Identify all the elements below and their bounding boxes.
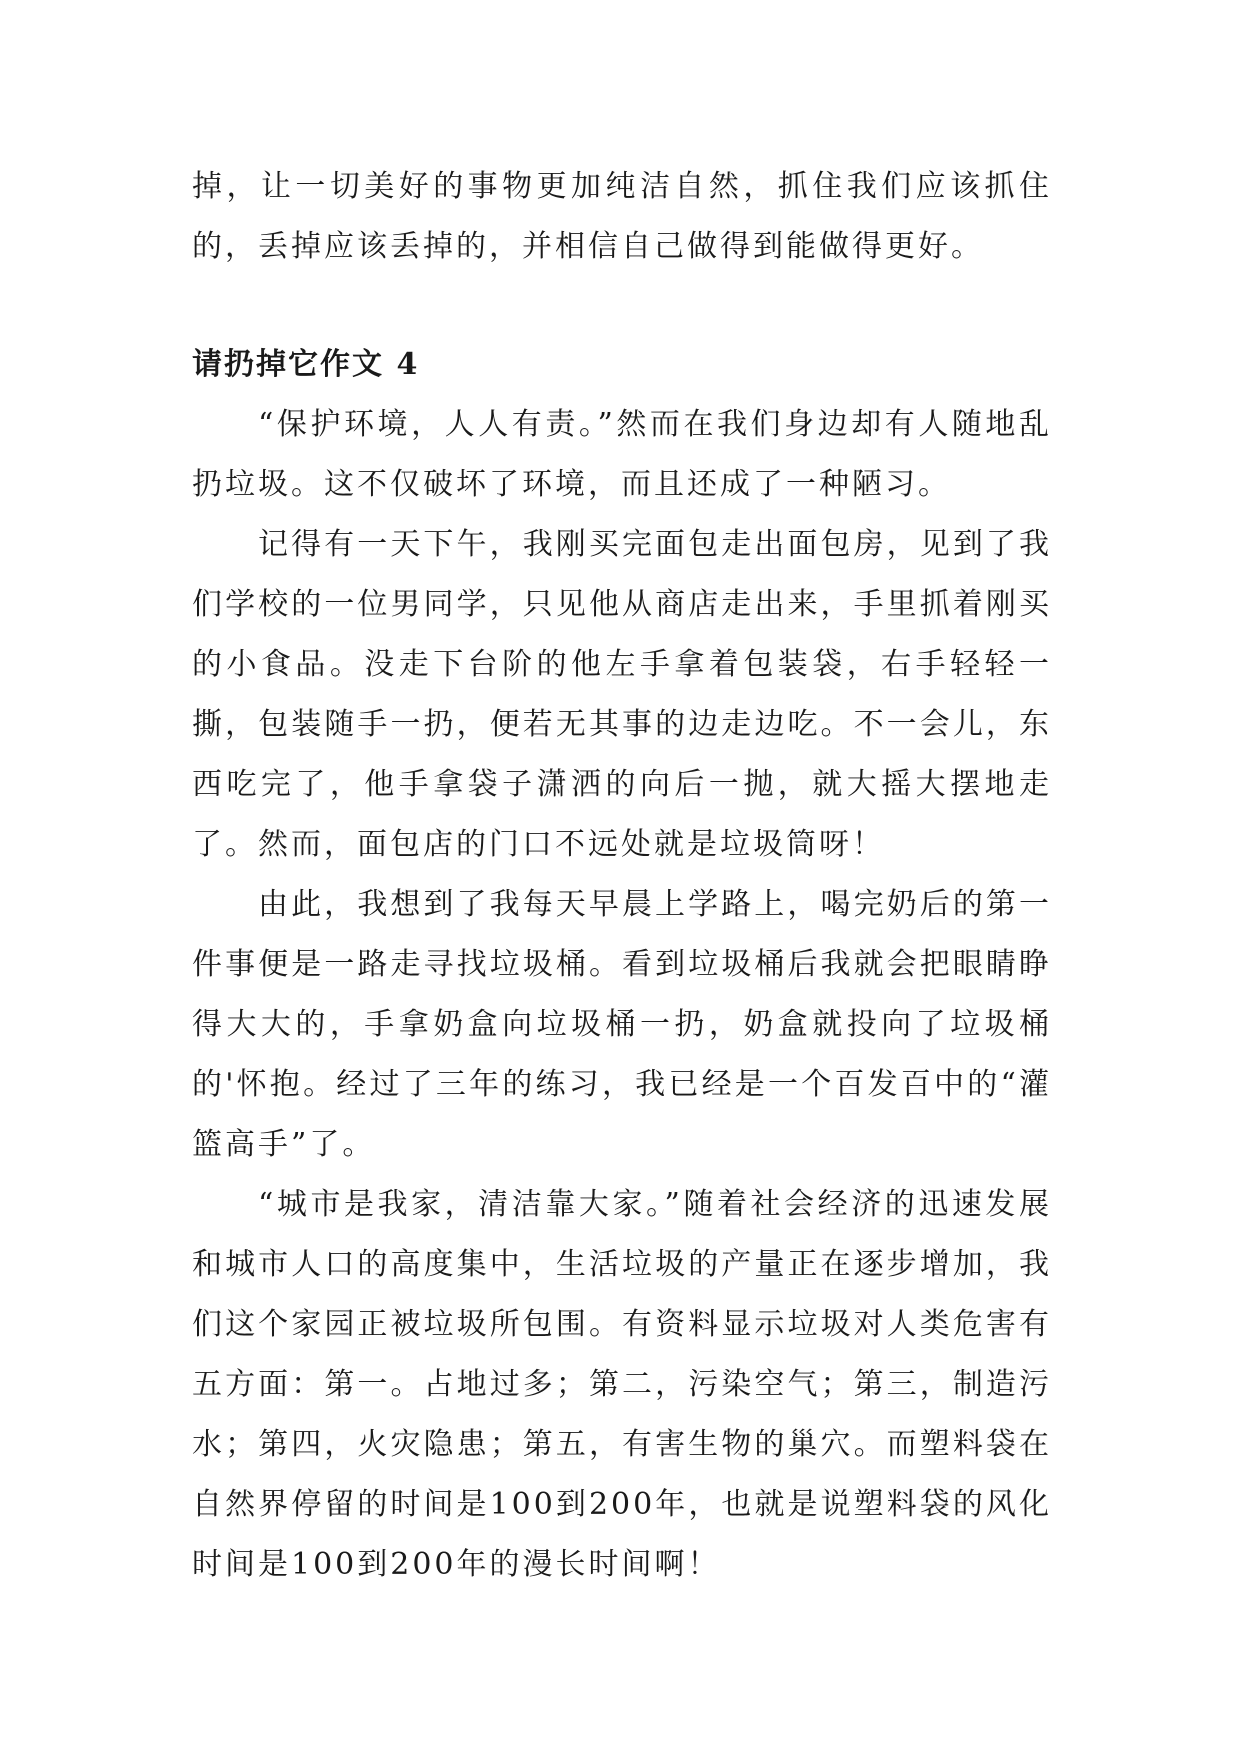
paragraph-1: “保护环境，人人有责。”然而在我们身边却有人随地乱扔垃圾。这不仅破坏了环境，而且还成了一种陋习。 — [192, 407, 1052, 502]
paragraph-2: 记得有一天下午，我刚买完面包走出面包房，见到了我们学校的一位男同学，只见他从商店走出来，手里抓着刚买的小食品。没走下台阶的他左手拿着包装袋，右手轻轻一撕，包装随手一扔，便若无其事的边走边吃。不一会儿，东西吃完了，他手拿袋子潇洒的向后一抛，就大摇大摆地走了。然而，面包店的门口不远处就是垃圾筒呀！ — [192, 527, 1052, 862]
paragraph-3: 由此，我想到了我每天早晨上学路上，喝完奶后的第一件事便是一路走寻找垃圾桶。看到垃圾桶后我就会把眼睛睁得大大的，手拿奶盒向垃圾桶一扔，奶盒就投向了垃圾桶的'怀抱。经过了三年的练习，我已经是一个百发百中的“灌篮高手”了。 — [192, 887, 1052, 1162]
section-heading: 请扔掉它作文 4 — [192, 347, 420, 382]
document-body — [192, 157, 1052, 1595]
paragraph-4: “城市是我家，清洁靠大家。”随着社会经济的迅速发展和城市人口的高度集中，生活垃圾的产量正在逐步增加，我们这个家园正被垃圾所包围。有资料显示垃圾对人类危害有五方面：第一。占地过多；第二，污染空气；第三，制造污水；第四，火灾隐患；第五，有害生物的巢穴。而塑料袋在自然界停留的时间是100到200年，也就是说塑料袋的风化时间是100到200年的漫长时间啊！ — [192, 1187, 1052, 1582]
continuation-paragraph: 掉，让一切美好的事物更加纯洁自然，抓住我们应该抓住的，丢掉应该丢掉的，并相信自己做得到能做得更好。 — [192, 169, 1052, 264]
